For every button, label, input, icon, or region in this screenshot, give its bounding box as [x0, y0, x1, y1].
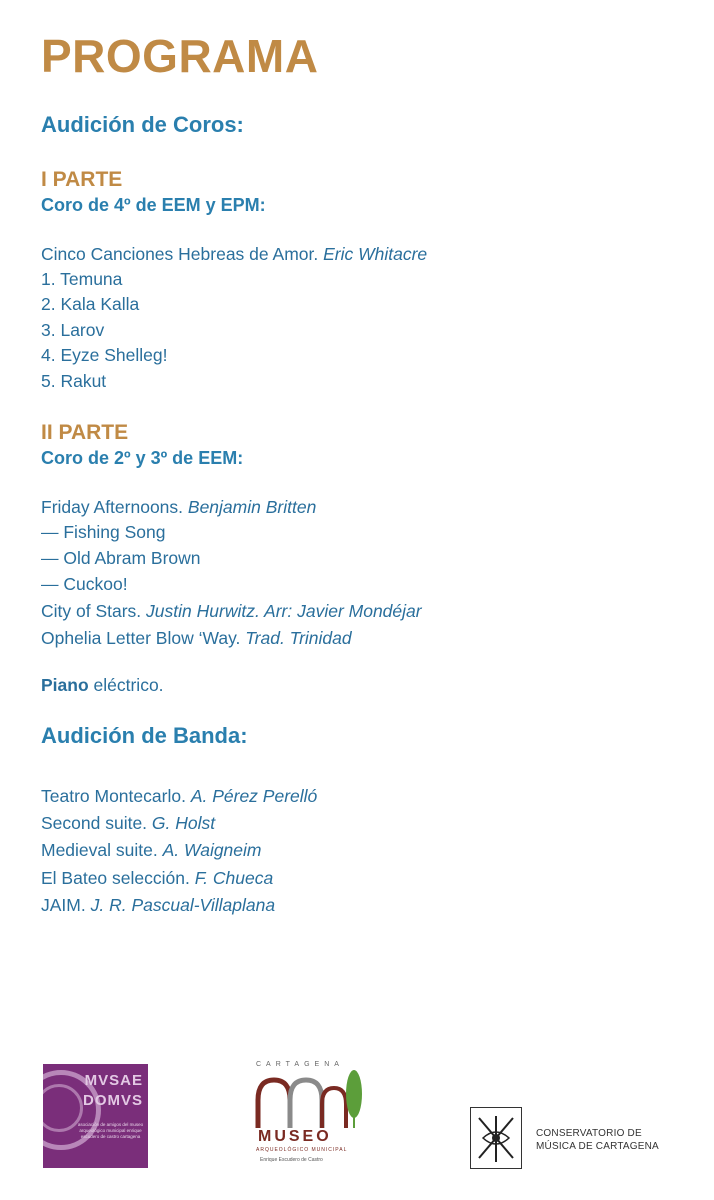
museo-arches-icon — [250, 1068, 368, 1130]
banda-work-author: G. Holst — [151, 813, 216, 833]
part2-work1-title: Friday Afternoons. — [41, 497, 184, 517]
part2-work3-author: Trad. Trinidad — [245, 628, 352, 648]
coros-heading: Audición de Coros: — [41, 112, 244, 137]
museo-logo-sub2: Enrique Escudero de Castro — [260, 1157, 323, 1163]
banda-work — [41, 839, 262, 861]
instrument-note — [41, 674, 164, 696]
part1-item: 1. Temuna — [41, 269, 123, 289]
part2-item: — Cuckoo! — [41, 574, 128, 594]
part1-work-title: Cinco Canciones Hebreas de Amor. — [41, 244, 319, 264]
conservatorio-logo — [470, 1107, 690, 1171]
museo-logo-name: MUSEO — [258, 1128, 332, 1145]
banda-work — [41, 785, 317, 807]
mvsae-logo-small-text: asociación de amigos del museo arqueológico municipal enrique escudero de castro cartagena — [77, 1122, 144, 1139]
banda-work-title: Teatro Montecarlo. — [41, 786, 186, 806]
museo-logo-sub: ARQUEOLÓGICO MUNICIPAL — [256, 1147, 348, 1153]
banda-work-author: A. Waigneim — [162, 840, 262, 860]
part1-item: 2. Kala Kalla — [41, 294, 140, 314]
banda-work — [41, 867, 273, 889]
mvsae-logo-line2: DOMVS — [82, 1092, 143, 1109]
banda-work-author: J. R. Pascual-Villaplana — [90, 895, 276, 915]
museo-logo-top: CARTAGENA — [256, 1061, 344, 1068]
banda-work-title: JAIM. — [41, 895, 86, 915]
part2-work3 — [41, 627, 352, 649]
part1-label: I PARTE — [41, 168, 123, 191]
part2-work1 — [41, 496, 316, 518]
part1-choir: Coro de 4º de EEM y EPM: — [41, 195, 266, 215]
part2-work2-title: City of Stars. — [41, 601, 142, 621]
banda-work-title: El Bateo selección. — [41, 868, 190, 888]
part2-item: — Fishing Song — [41, 522, 166, 542]
part2-work1-author: Benjamin Britten — [187, 497, 317, 517]
banda-work-author: F. Chueca — [194, 868, 274, 888]
conservatorio-logo-text — [536, 1127, 659, 1153]
banda-work-author: A. Pérez Perelló — [190, 786, 318, 806]
museo-logo — [250, 1058, 368, 1178]
part2-label: II PARTE — [41, 421, 129, 444]
banda-work-title: Medieval suite. — [41, 840, 158, 860]
instrument-name: Piano — [41, 675, 89, 695]
instrument-rest: eléctrico. — [88, 675, 164, 695]
banda-work — [41, 894, 275, 916]
part1-work-author: Eric Whitacre — [323, 244, 428, 264]
part2-choir: Coro de 2º y 3º de EEM: — [41, 448, 244, 468]
part2-item: — Old Abram Brown — [41, 548, 201, 568]
part1-item: 3. Larov — [41, 320, 105, 340]
conservatorio-line2: MÚSICA DE CARTAGENA — [536, 1141, 659, 1152]
part2-work2-author: Justin Hurwitz. Arr: Javier Mondéjar — [146, 601, 422, 621]
conservatorio-line1: CONSERVATORIO DE — [536, 1128, 642, 1139]
banda-work — [41, 812, 215, 834]
page-title: PROGRAMA — [41, 30, 319, 82]
part1-item: 5. Rakut — [41, 371, 107, 391]
conservatorio-emblem-icon — [470, 1107, 522, 1169]
banda-work-title: Second suite. — [41, 813, 148, 833]
banda-heading: Audición de Banda: — [41, 723, 248, 748]
part2-work3-title: Ophelia Letter Blow ‘Way. — [41, 628, 241, 648]
mvsae-logo-line1: MVSAE — [84, 1072, 143, 1089]
part1-work — [41, 243, 427, 265]
part1-item: 4. Eyze Shelleg! — [41, 345, 168, 365]
mvsae-domvs-logo — [43, 1064, 148, 1168]
part2-work2 — [41, 600, 422, 622]
